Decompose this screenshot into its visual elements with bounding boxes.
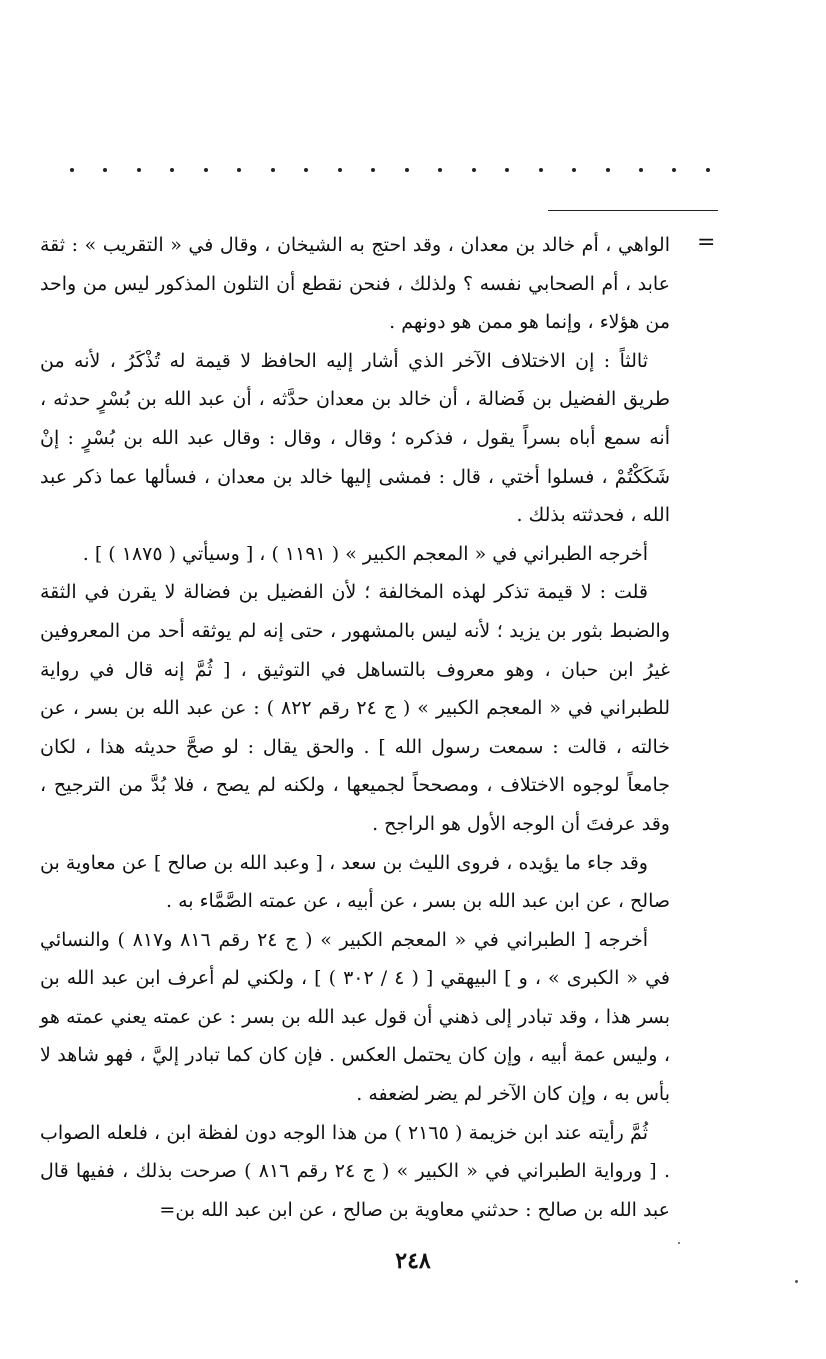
page-number: ٢٤٨ bbox=[395, 1248, 431, 1274]
continuation-mark: = bbox=[697, 230, 716, 255]
dotted-separator bbox=[70, 160, 710, 180]
footnote-paragraph: الواهي ، أم خالد بن معدان ، وقد احتج به الشيخان ، وقال في « التقريب » : ثقة عابد ، أم الصحابي نفسه ؟ ولذلك ، فنحن نقطع أن التلون المذكور ليس من واحد من هؤلاء ، وإنما هو ممن هو دونهم . bbox=[40, 234, 670, 334]
footnote-text bbox=[40, 226, 670, 1229]
footnote-paragraph: ثُمَّ رأيته عند ابن خزيمة ( ٢١٦٥ ) من هذا الوجه دون لفظة ابن ، فلعله الصواب . [ ورواية الطبراني في « الكبير » ( ج ٢٤ رقم ٨١٦ ) صرحت بذلك ، ففيها قال عبد الله بن صالح : حدثني معاوية بن صالح ، عن ابن عبد الله بن= bbox=[40, 1121, 671, 1221]
footnote-paragraph: ثالثاً : إن الاختلاف الآخر الذي أشار إليه الحافظ لا قيمة له تُذْكَرُ ، لأنه من طريق الفضيل بن فَضالة ، أن خالد بن معدان حدَّثه ، أن عبد الله بن بُسْرٍ حدثه ، أنه سمع أباه بسراً يقول ، فذكره ؛ وقال ، وقال : وقال عبد الله بن بُسْرٍ : إنْ شَكَكْتُمْ ، فسلوا أختي ، قال : فمشى إليها خالد بن معدان ، فسألها عما ذكر عبد الله ، فحدثته بذلك . bbox=[40, 349, 670, 527]
footnote-rule bbox=[548, 210, 718, 211]
footnote-paragraph: أخرجه [ الطبراني في « المعجم الكبير » ( ج ٢٤ رقم ٨١٦ و٨١٧ ) والنسائي في « الكبرى » ، و ] البيهقي [ ( ٤ / ٣٠٢ ) ] ، ولكني لم أعرف ابن عبد الله بن بسر هذا ، وقد تبادر إلى ذهني أن قول عبد الله بن بسر : عن عمته يعني عمته هو ، وليس عمة أبيه ، وإن كان يحتمل العكس . فإن كان كما تبادر إليَّ ، فهو شاهد لا بأس به ، وإن كان الآخر لم يضر لضعفه . bbox=[40, 928, 671, 1106]
scan-speck bbox=[795, 1280, 798, 1283]
footnote-paragraph: وقد جاء ما يؤيده ، فروى الليث بن سعد ، [ وعبد الله بن صالح ] عن معاوية بن صالح ، عن ابن عبد الله بن بسر ، عن أبيه ، عن عمته الصَّمَّاء به . bbox=[40, 851, 670, 913]
footnote-paragraph: أخرجه الطبراني في « المعجم الكبير » ( ١١٩١ ) ، [ وسيأتي ( ١٨٧٥ ) ] . bbox=[82, 542, 648, 565]
footnote-paragraph: قلت : لا قيمة تذكر لهذه المخالفة ؛ لأن الفضيل بن فضالة لا يقرن في الثقة والضبط بثور بن يزيد ؛ لأنه ليس بالمشهور ، حتى إنه لم يوثقه أحد من المعروفين غيرُ ابن حبان ، وهو معروف بالتساهل في التوثيق ، [ ثُمَّ إنه قال في رواية للطبراني في « المعجم الكبير » ( ج ٢٤ رقم ٨٢٢ ) : عن عبد الله بن بسر ، عن خالته ، قالت : سمعت رسول الله ] . والحق يقال : لو صحَّ حديثه هذا ، لكان جامعاً لوجوه الاختلاف ، ومصححاً لجميعها ، ولكنه لم يصح ، فلا بُدَّ من الترجيح ، وقد عرفتَ أن الوجه الأول هو الراجح . bbox=[40, 581, 671, 835]
scan-speck bbox=[678, 1242, 680, 1244]
